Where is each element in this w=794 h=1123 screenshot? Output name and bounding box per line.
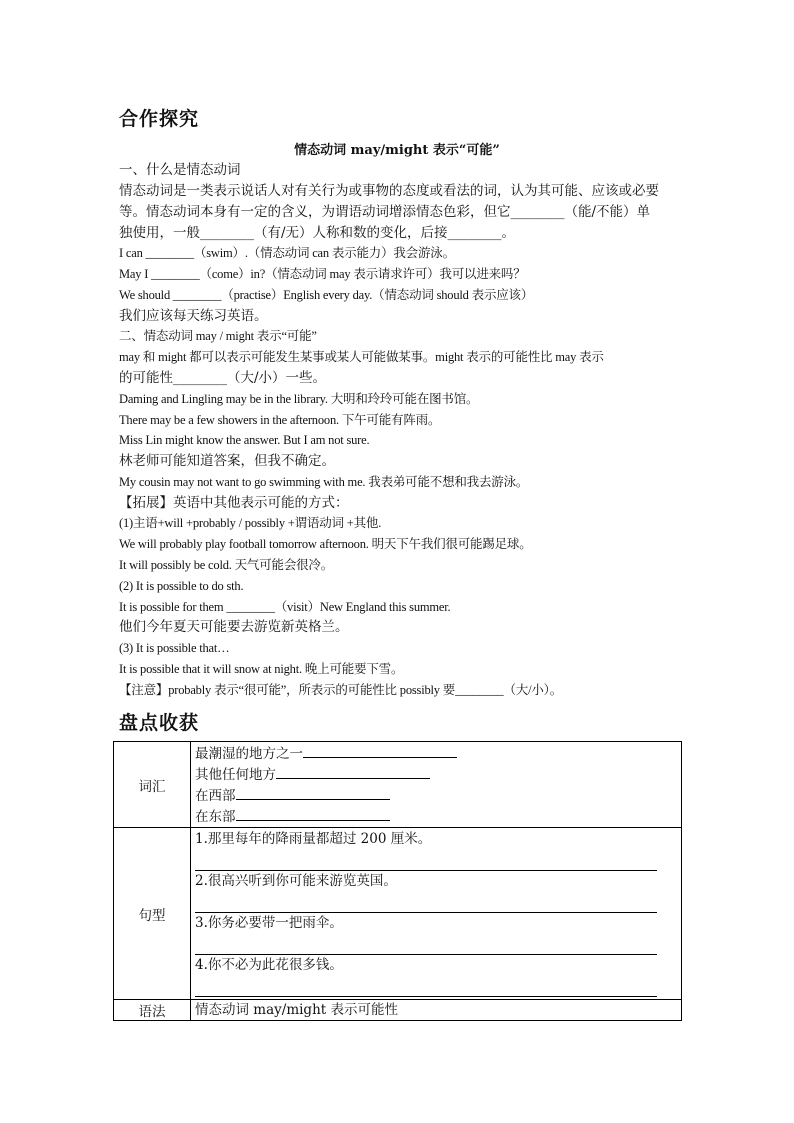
fill-in-blank[interactable] xyxy=(303,743,457,758)
sentence-prompt: 4.你不必为此花很多钱。 xyxy=(195,957,343,973)
text-line: (2) It is possible to do sth. xyxy=(119,579,244,593)
fill-in-blank[interactable] xyxy=(276,764,430,779)
grammar-label: 语法 xyxy=(114,1000,191,1021)
vocab-item-text: 其他任何地方 xyxy=(195,767,276,783)
sentence-prompt: 1.那里每年的降雨量都超过 200 厘米。 xyxy=(195,831,432,847)
text-line: 情态动词是一类表示说话人对有关行为或事物的态度或看法的词，认为其可能、应该或必要 xyxy=(119,183,659,199)
text-line: It is possible for them ________（visit）New England this summer. xyxy=(119,600,451,614)
section-heading-cooperation: 合作探究 xyxy=(119,108,200,130)
text-line: It is possible that it will snow at night. 晚上可能要下雪。 xyxy=(119,662,404,676)
lesson-subtitle: 情态动词 may/might 表示“可能” xyxy=(294,143,500,158)
sentence-cell xyxy=(191,828,682,1000)
text-line: Miss Lin might know the answer. But I am not sure. xyxy=(119,433,370,447)
grammar-row xyxy=(114,1000,682,1021)
section-heading-summary: 盘点收获 xyxy=(119,712,200,734)
sentence-prompt: 3.你务必要带一把雨伞。 xyxy=(195,915,343,931)
text-line: 独使用，一般________（有/无）人称和数的变化，后接________。 xyxy=(119,225,516,241)
text-line: (1)主语+will +probably / possibly +谓语动词 +其他. xyxy=(119,516,382,530)
answer-line[interactable] xyxy=(195,933,657,955)
vocab-row xyxy=(114,742,682,828)
text-line: 一、什么是情态动词 xyxy=(119,162,241,178)
sentence-row xyxy=(114,828,682,1000)
text-line: We will probably play football tomorrow afternoon. 明天下午我们很可能踢足球。 xyxy=(119,537,532,551)
answer-line[interactable] xyxy=(195,891,657,913)
text-line: May I ________（come）in?（情态动词 may 表示请求许可）我可以进来吗？ xyxy=(119,267,526,281)
sentence-label: 句型 xyxy=(114,828,191,1000)
text-line: We should ________（practise）English every day.（情态动词 should 表示应该） xyxy=(119,288,534,302)
text-line: 林老师可能知道答案，但我不确定。 xyxy=(119,453,335,469)
vocab-item-text: 在东部 xyxy=(195,809,236,825)
text-line: 等。情态动词本身有一定的含义，为谓语动词增添情态色彩，但它________（能/不能）单 xyxy=(119,204,651,220)
vocab-item xyxy=(195,743,681,764)
vocab-item xyxy=(195,806,681,827)
summary-table xyxy=(113,741,682,1021)
text-line: My cousin may not want to go swimming with me. 我表弟可能不想和我去游泳。 xyxy=(119,475,529,489)
grammar-cell xyxy=(191,1000,682,1021)
vocab-item-text: 在西部 xyxy=(195,788,236,804)
vocab-item xyxy=(195,785,681,806)
text-line: Daming and Lingling may be in the library. 大明和玲玲可能在图书馆。 xyxy=(119,392,479,406)
fill-in-blank[interactable] xyxy=(236,806,390,821)
vocab-item-text: 最潮湿的地方之一 xyxy=(195,746,303,762)
grammar-text: 情态动词 may/might 表示可能性 xyxy=(195,1002,398,1018)
sentence-prompt: 2.很高兴听到你可能来游览英国。 xyxy=(195,873,397,889)
text-line: 他们今年夏天可能要去游览新英格兰。 xyxy=(119,619,349,635)
vocab-cell xyxy=(191,742,682,828)
text-line: 我们应该每天练习英语。 xyxy=(119,308,268,324)
text-line: 【拓展】英语中其他表示可能的方式： xyxy=(119,495,349,511)
text-line: 二、情态动词 may / might 表示“可能” xyxy=(119,329,317,343)
vocab-label: 词汇 xyxy=(114,742,191,828)
text-line: may 和 might 都可以表示可能发生某事或某人可能做某事。might 表示的可能性比 may 表示 xyxy=(119,350,604,364)
text-line: There may be a few showers in the afternoon. 下午可能有阵雨。 xyxy=(119,413,441,427)
fill-in-blank[interactable] xyxy=(236,785,390,800)
vocab-item xyxy=(195,764,681,785)
text-line: 的可能性________（大/小）一些。 xyxy=(119,370,327,386)
answer-line[interactable] xyxy=(195,975,657,997)
text-line: 【注意】probably 表示“很可能”，所表示的可能性比 possibly 要________（大/小）。 xyxy=(119,683,563,697)
text-line: (3) It is possible that… xyxy=(119,641,230,655)
text-line: It will possibly be cold. 天气可能会很冷。 xyxy=(119,558,334,572)
answer-line[interactable] xyxy=(195,849,657,871)
text-line: I can ________（swim）.（情态动词 can 表示能力）我会游泳。 xyxy=(119,246,455,260)
